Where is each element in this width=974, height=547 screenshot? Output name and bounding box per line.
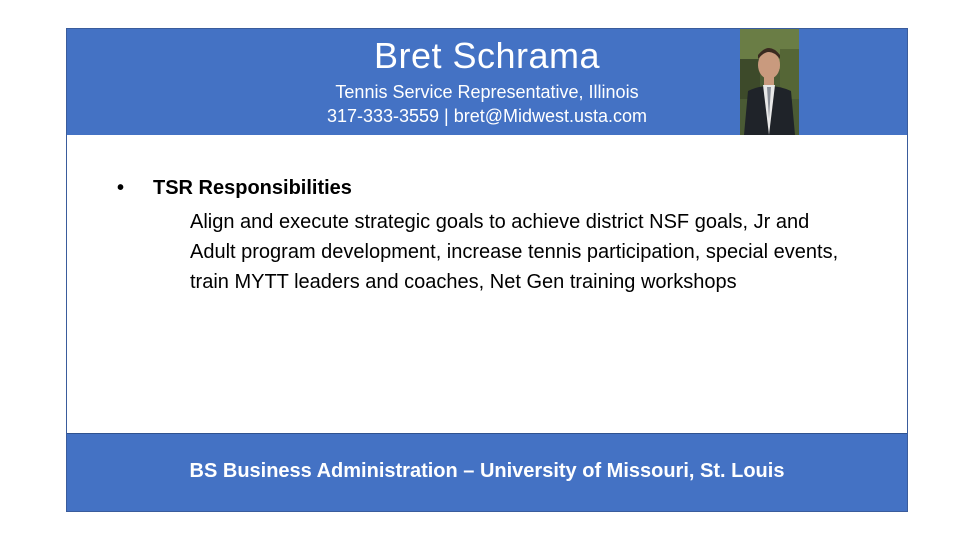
content-area — [67, 135, 907, 435]
footer-banner — [67, 433, 907, 511]
section-heading: TSR Responsibilities — [153, 177, 352, 199]
contact-info: 317-333-3559 | bret@Midwest.usta.com — [326, 106, 648, 126]
slide — [66, 28, 908, 512]
header-banner — [67, 29, 907, 135]
person-name: Bret Schrama — [373, 35, 601, 76]
person-portrait-icon — [740, 29, 799, 135]
bullet-icon: • — [117, 177, 125, 199]
responsibilities-text: Align and execute strategic goals to achieve district NSF goals, Jr and Adult program development, increase tennis participation, special events, train MYTT leaders and coaches, Net Gen training workshops — [190, 211, 839, 293]
education-text: BS Business Administration – University of Missouri, St. Louis — [189, 460, 785, 482]
job-title: Tennis Service Representative, Illinois — [335, 82, 639, 102]
bullet-heading — [117, 175, 352, 201]
